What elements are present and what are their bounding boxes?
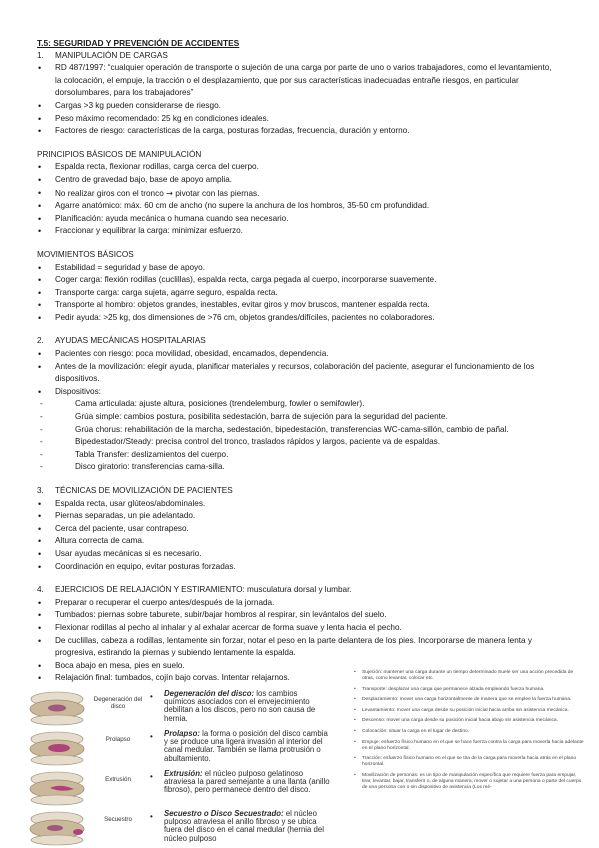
section-4-number: 4. <box>37 585 44 595</box>
giro-text: No realizar giros con el tronco <box>55 188 164 198</box>
bullet-icon: • <box>150 772 153 781</box>
definition-item: • Colocación: situar la carga en el lugar de destino. <box>352 729 584 735</box>
list-item: • Preparar o recuperar el cuerpo antes/después de la jornada. <box>37 597 557 610</box>
disc-term: Prolapso: <box>164 729 200 738</box>
list-item: • Altura correcta de cama. <box>37 535 557 548</box>
disc-text: la forma o posición del disco cambia y se produce una ligera invasión al interior del canal medular. También se llama protrusión o abultamiento. <box>164 729 328 763</box>
disc-description <box>164 730 330 763</box>
list-item: • Flexionar rodillas al pecho al inhalar y al exhalar acercar de forma suave y lenta hacia el pecho. <box>37 622 557 635</box>
disc-label: Extrusión <box>105 776 131 783</box>
list-item: • Boca abajo en mesa, pies en suelo. <box>37 660 557 673</box>
section-2-title: AYUDAS MECÁNICAS HOSPITALARIAS <box>55 336 206 346</box>
disc-extrusion-image <box>28 770 86 806</box>
list-item: • Cargas >3 kg pueden considerarse de riesgo. <box>37 100 557 113</box>
device-item: - Grúa simple: cambios postura, posibilita sedestación, barra de sujeción para la seguridad del paciente. <box>37 411 557 424</box>
definition-item: • Tracción: esfuerzo físico humano en el que se tira de la carga para moverla hacia atrás en el plano horizontal. <box>352 756 584 768</box>
disc-sequestration-image <box>28 810 86 846</box>
list-item: • Transporte al hombro: objetos grandes, inestables, evitar giros y mov bruscos, mantener espalda recta. <box>37 299 557 312</box>
device-item: - Tabla Transfer: deslizamientos del cuerpo. <box>37 449 557 462</box>
list-item: • Fraccionar y equilibrar la carga: minimizar esfuerzo. <box>37 225 557 238</box>
device-item: - Grúa chorus: rehabilitación de la marcha, sedestación, bipedestación, transferencias WC-cama-sillón, cambio de pañal. <box>37 424 557 437</box>
section-3-number: 3. <box>37 486 44 495</box>
principios-list <box>37 161 557 238</box>
list-item: • Agarre anatómico: máx. 60 cm de ancho (no supere la anchura de los hombros, 35-50 cm profundidad. <box>37 200 557 213</box>
disc-text: el núcleo pulposo gelatinoso atraviesa la pared semejante a una llanta (anillo fibroso), pero permanece dentro del disco. <box>164 769 330 795</box>
bullet-icon: • <box>150 812 153 821</box>
list-item: • Pacientes con riesgo: poca movilidad, obesidad, encamados, dependencia. <box>37 348 557 361</box>
disc-text: el núcleo pulposo atraviesa el anillo fibroso y se ubica fuera del disco en el canal medular (hernia del núcleo pulposo <box>164 809 324 843</box>
definition-item: • Transporte: desplazar una carga que permanece alzada empleando fuerza humana. <box>352 687 584 693</box>
list-item: • Piernas separadas, un pie adelantado. <box>37 510 557 523</box>
list-item: • Peso máximo recomendado: 25 kg en condiciones ideales. <box>37 113 557 126</box>
figure-row <box>24 730 334 768</box>
principios-heading: PRINCIPIOS BÁSICOS DE MANIPULACIÓN <box>37 149 202 159</box>
giro-tail-text: pivotar con las piernas. <box>172 188 260 198</box>
figure-row <box>24 810 334 848</box>
list-item: • Planificación: ayuda mecánica o humana cuando sea necesario. <box>37 213 557 226</box>
document-body <box>37 37 557 685</box>
disc-description <box>164 770 330 795</box>
movimientos-list <box>37 262 557 325</box>
figure-row <box>24 770 334 808</box>
definition-item: • Levantamiento: mover una carga desde su posición inicial hacia arriba sin asistencia mecánica. <box>352 708 584 714</box>
bullet-icon: • <box>150 692 153 701</box>
arrow-right-icon: → <box>166 187 173 198</box>
disc-term: Extrusión: <box>164 769 203 778</box>
list-item <box>37 187 557 201</box>
section-1-list <box>37 62 557 138</box>
list-item: • Dispositivos: <box>37 386 557 399</box>
bullet-icon: • <box>150 732 153 741</box>
list-item: • Coordinación en equipo, evitar posturas forzadas. <box>37 561 557 574</box>
disc-term: Secuestro o Disco Secuestrado: <box>164 809 284 818</box>
device-item: - Bipedestador/Steady: precisa control del tronco, traslados rápidos y largos, paciente va de espaldas. <box>37 436 557 449</box>
list-item: • Relajación final: tumbados, cojín bajo corvas. Intentar relajarnos. <box>37 672 557 685</box>
list-item: • Espalda recta, flexionar rodillas, carga cerca del cuerpo. <box>37 161 557 174</box>
disc-prolapse-image <box>28 730 86 766</box>
movimientos-heading: MOVIMIENTOS BÁSICOS <box>37 249 134 259</box>
document-title: T.5: SEGURIDAD Y PREVENCIÓN DE ACCIDENTES <box>37 38 240 48</box>
section-1-title: MANIPULACIÓN DE CARGAS <box>55 50 168 60</box>
list-item: • Estabilidad = seguridad y base de apoyo. <box>37 262 557 275</box>
section-3-heading <box>37 485 557 498</box>
disc-label: Prolapso <box>105 736 131 743</box>
section-2-number: 2. <box>37 336 44 346</box>
figure-row <box>24 690 334 728</box>
section-2-heading <box>37 335 557 348</box>
disc-term: Degeneración del disco: <box>164 689 255 698</box>
list-item: • Espalda recta, usar glúteos/abdominales. <box>37 498 557 511</box>
section-3-title: TÉCNICAS DE MOVILIZACIÓN DE PACIENTES <box>55 486 233 495</box>
device-item: - Cama articulada: ajuste altura, posiciones (trendelemburg, fowler o semifowler). <box>37 398 557 411</box>
disc-text: los cambios químicos asociados con el envejecimiento debilitan a los discos, pero no son causa de hernia. <box>164 689 316 723</box>
list-item: • Cerca del paciente, usar contrapeso. <box>37 523 557 536</box>
list-item: • De cuclillas, cabeza a rodillas, lentamente sin forzar, notar el peso en la parte delantera de los pies. Incorporarse de manera lenta y progresiva, estirando la piernas y subiendo lentamente la espalda. <box>37 635 557 660</box>
disc-description <box>164 690 330 723</box>
section-4-title: EJERCICIOS DE RELAJACIÓN Y ESTIRAMIENTO: musculatura dorsal y lumbar. <box>55 585 352 595</box>
section-1-number: 1. <box>37 50 44 60</box>
definition-item: • Desplazamiento: mover una carga horizontalmente de manera que se emplee la fuerza humana. <box>352 697 584 703</box>
list-item: • RD 487/1997: “cualquier operación de transporte o sujeción de una carga por parte de uno o varios trabajadores, como el levantamiento, la colocación, el empuje, la tracción o el desplazamiento, que por sus características inadecuadas entrañe riesgos, en particular dorsolumbares, para los trabajadores” <box>37 62 557 100</box>
definition-item: • Sujeción: mantener una carga durante un tiempo determinado Suele ser una acción precedida de otras, como levantar, colocar etc. <box>352 670 584 682</box>
list-item: • Pedir ayuda: >25 kg, dos dimensiones de >76 cm, objetos grandes/difíciles, pacientes no colaboradores. <box>37 312 557 325</box>
disc-label: Degeneración del disco <box>93 696 143 710</box>
disc-herniation-figure <box>24 690 334 848</box>
section-3-list <box>37 498 557 574</box>
list-item: • Factores de riesgo: características de la carga, posturas forzadas, frecuencia, duración y entorno. <box>37 125 557 138</box>
list-item: • Antes de la movilización: elegir ayuda, planificar materiales y recursos, colaboración del paciente, asegurar el funcionamiento de los dispositivos. <box>37 361 557 386</box>
list-item: • Transporte carga: carga sujeta, agarre seguro, espalda recta. <box>37 287 557 300</box>
disc-description <box>164 810 330 843</box>
disc-degeneration-image <box>28 690 86 726</box>
definition-item: • Movilización de personas: es un tipo de manipulación específica que requiere fuerza para empujar, tirar, levantar, bajar, transferir o, de alguna manera, mover o sujetar a una persona o parte del cuerpo de una persona con o sin dispositivo de asistencia (Los mé- <box>352 773 584 791</box>
definition-item: • Empuje: esfuerzo físico humano en el que se hace fuerza contra la carga para moverla hacia adelante en el plano horizontal. <box>352 740 584 752</box>
list-item: • Usar ayudas mecánicas si es necesario. <box>37 548 557 561</box>
definition-item: • Descenso: mover una carga desde su posición inicial hacia abajo sin asistencia mecánica. <box>352 718 584 724</box>
section-2-list <box>37 348 557 474</box>
device-item: - Disco giratorio: transferencias cama-silla. <box>37 461 557 474</box>
section-1-heading <box>37 50 557 63</box>
list-item: • Centro de gravedad bajo, base de apoyo amplia. <box>37 174 557 187</box>
definitions-list <box>352 670 584 796</box>
disc-label: Secuestro <box>104 816 132 823</box>
list-item: • Tumbados: piernas sobre taburete, subir/bajar hombros al respirar, sin levántalos del suelo. <box>37 609 557 622</box>
list-item: • Coger carga: flexión rodillas (cuclillas), espalda recta, carga pegada al cuerpo, incorporarse suavemente. <box>37 274 557 287</box>
section-4-heading <box>37 584 557 597</box>
